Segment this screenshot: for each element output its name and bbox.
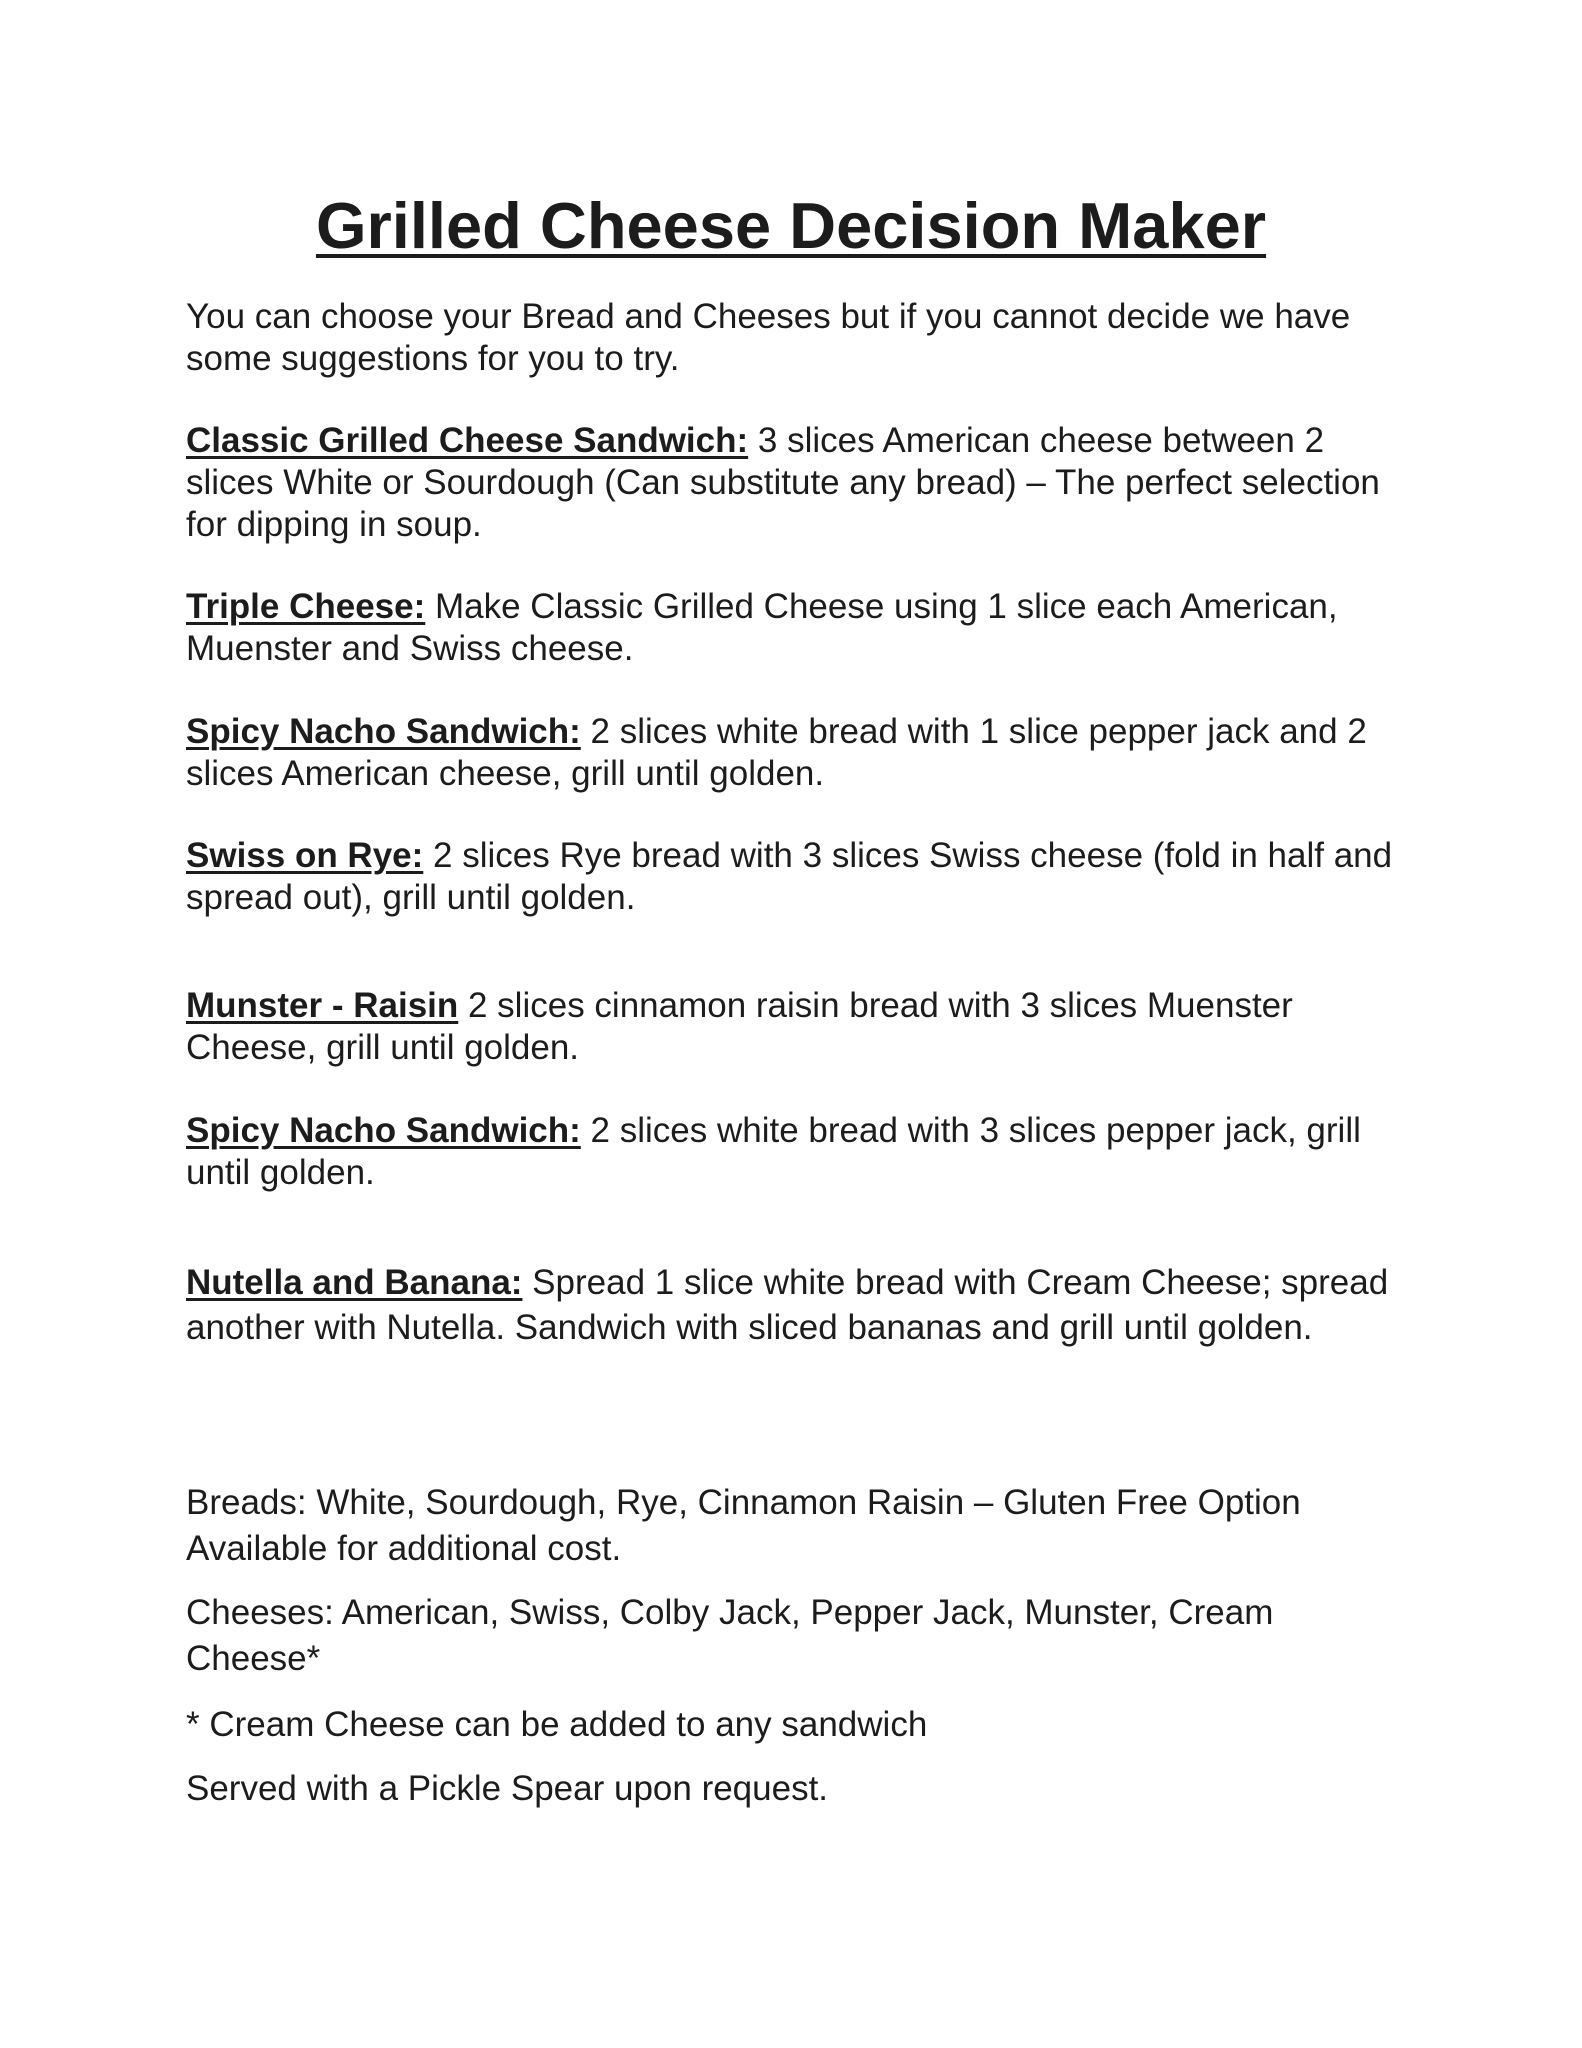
recipe-spicy-nacho-1: [186, 711, 1406, 795]
recipe-label: Spicy Nacho Sandwich:: [186, 1111, 581, 1150]
recipe-spicy-nacho-2: [186, 1110, 1406, 1194]
recipe-triple-cheese: [186, 586, 1406, 670]
recipe-nutella-banana: [186, 1260, 1406, 1350]
recipe-description: Make Classic Grilled Cheese using 1 slice each American, Muenster and Swiss cheese.: [186, 587, 1338, 668]
pickle-note: Served with a Pickle Spear upon request.: [186, 1769, 829, 1808]
recipe-label: Classic Grilled Cheese Sandwich:: [186, 421, 749, 460]
recipe-label: Swiss on Rye:: [186, 836, 424, 875]
recipe-classic-grilled-cheese: [186, 420, 1406, 546]
recipe-description: 2 slices white bread with 3 slices pepper jack, grill until golden.: [186, 1111, 1361, 1192]
recipe-description: 2 slices white bread with 1 slice pepper jack and 2 slices American cheese, grill until golden.: [186, 712, 1367, 793]
cheeses-note: Cheeses: American, Swiss, Colby Jack, Pepper Jack, Munster, Cream Cheese*: [186, 1593, 1274, 1678]
cream-cheese-note: * Cream Cheese can be added to any sandwich: [186, 1705, 928, 1744]
recipe-label: Nutella and Banana:: [186, 1263, 523, 1302]
recipe-swiss-on-rye: [186, 835, 1406, 919]
recipe-munster-raisin: [186, 985, 1406, 1069]
recipe-label: Triple Cheese:: [186, 587, 426, 626]
recipe-description: 3 slices American cheese between 2 slices White or Sourdough (Can substitute any bread) – The perfect selection for dipping in soup.: [186, 421, 1380, 544]
breads-note: Breads: White, Sourdough, Rye, Cinnamon Raisin – Gluten Free Option Available for additional cost.: [186, 1483, 1301, 1568]
recipe-label: Spicy Nacho Sandwich:: [186, 712, 581, 751]
recipe-description: 2 slices Rye bread with 3 slices Swiss cheese (fold in half and spread out), grill until golden.: [186, 836, 1393, 917]
recipe-description: Spread 1 slice white bread with Cream Cheese; spread another with Nutella. Sandwich with sliced bananas and grill until golden.: [186, 1263, 1389, 1347]
intro-text: You can choose your Bread and Cheeses but if you cannot decide we have some suggestions for you to try.: [186, 297, 1351, 378]
page-title: Grilled Cheese Decision Maker: [315, 189, 1267, 262]
recipe-description: 2 slices cinnamon raisin bread with 3 slices Muenster Cheese, grill until golden.: [186, 986, 1293, 1067]
recipe-label: Munster - Raisin: [186, 986, 459, 1025]
